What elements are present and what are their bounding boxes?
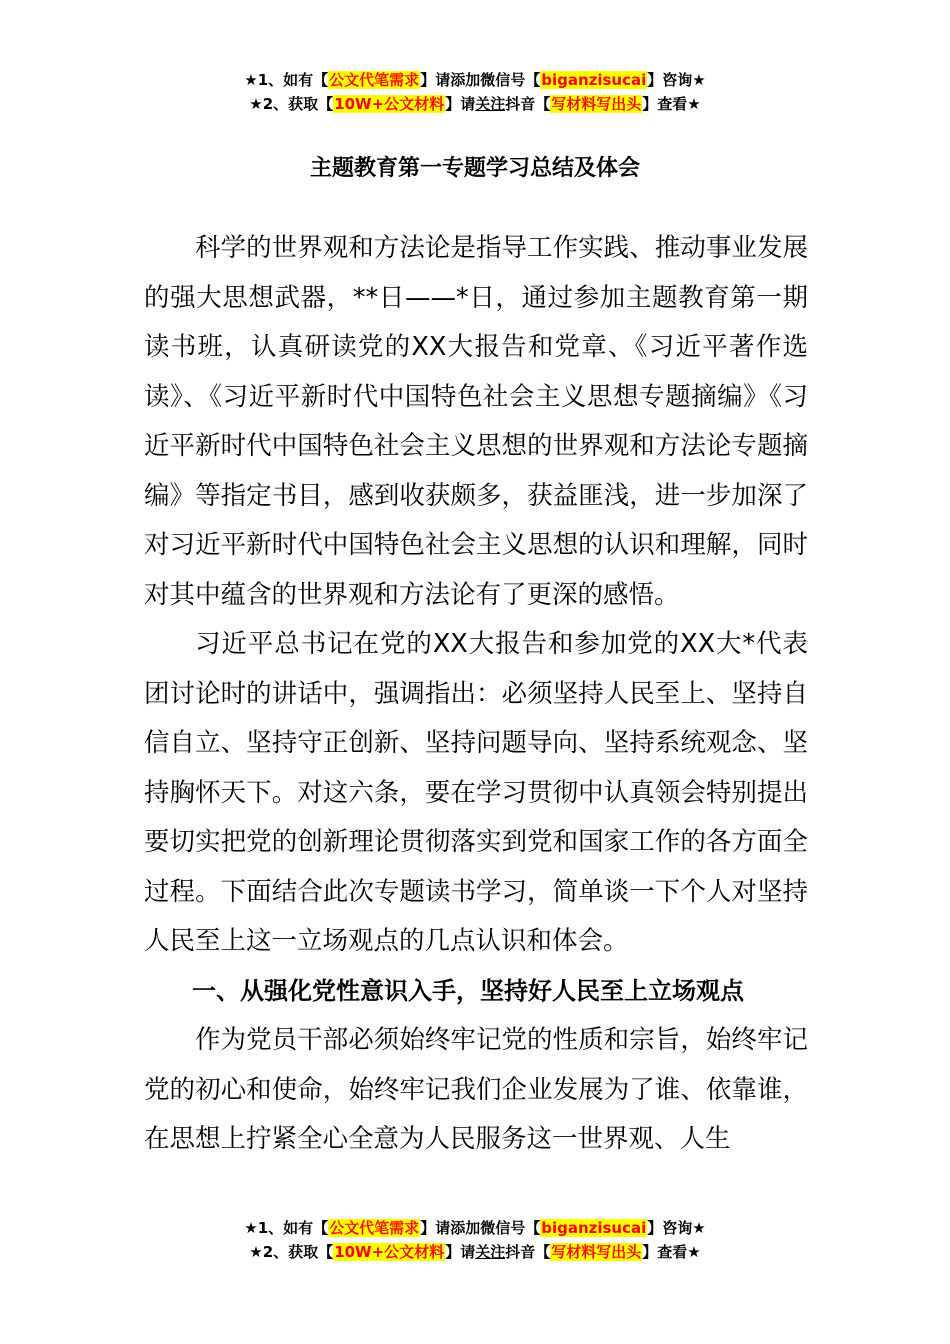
banner-text: ★2、获取【 xyxy=(249,95,334,113)
footer-banner-line-2 xyxy=(0,1240,950,1264)
banner-text: ★1、如有【 xyxy=(244,1219,329,1237)
banner-text: 】请添加微信号【 xyxy=(420,1219,541,1237)
banner-text: 抖音【 xyxy=(505,95,551,113)
body-paragraph-1: 科学的世界观和方法论是指导工作实践、推动事业发展的强大思想武器，**日——*日，通过参加主题教育第一期读书班，认真研读党的XX大报告和党章、《习近平著作选读》、《习近平新时代中国特色社会主义思想专题摘编》《习近平新时代中国特色社会主义思想的世界观和方法论专题摘编》等指定书目，感到收获颇多，获益匪浅，进一步加深了对习近平新时代中国特色社会主义思想的认识和理解，同时对其中蕴含的世界观和方法论有了更深的感悟。 xyxy=(144,233,808,610)
banner-highlight-douyin-account: 写材料写出头 xyxy=(551,1243,642,1261)
banner-text: 抖音【 xyxy=(505,1243,551,1261)
header-banner xyxy=(0,68,950,116)
banner-text: ★2、获取【 xyxy=(249,1243,334,1261)
banner-highlight-service: 公文代笔需求 xyxy=(329,71,420,89)
footer-banner xyxy=(0,1216,950,1264)
header-banner-line-2 xyxy=(0,92,950,116)
banner-underlined-follow: 关注 xyxy=(475,1243,506,1261)
banner-text: 】请添加微信号【 xyxy=(420,71,541,89)
banner-text: 】请 xyxy=(445,95,476,113)
banner-highlight-materials: 10W+公文材料 xyxy=(334,1243,445,1261)
banner-text: 】查看★ xyxy=(642,1243,701,1261)
section-heading-1: 一、从强化党性意识入手，坚持好人民至上立场观点 xyxy=(192,976,744,1005)
banner-highlight-materials: 10W+公文材料 xyxy=(334,95,445,113)
banner-text: ★1、如有【 xyxy=(244,71,329,89)
banner-highlight-wechat-id: biganzisucai xyxy=(541,71,647,89)
header-banner-line-1 xyxy=(0,68,950,92)
banner-highlight-wechat-id: biganzisucai xyxy=(541,1219,647,1237)
banner-highlight-service: 公文代笔需求 xyxy=(329,1219,420,1237)
body-paragraph-3: 作为党员干部必须始终牢记党的性质和宗旨，始终牢记党的初心和使命，始终牢记我们企业发展为了谁、依靠谁，在思想上拧紧全心全意为人民服务这一世界观、人生 xyxy=(144,1025,808,1154)
document-body xyxy=(144,224,808,1165)
banner-underlined-follow: 关注 xyxy=(475,95,506,113)
footer-banner-line-1 xyxy=(0,1216,950,1240)
document-title: 主题教育第一专题学习总结及体会 xyxy=(309,156,640,181)
banner-text: 】查看★ xyxy=(642,95,701,113)
banner-text: 】咨询★ xyxy=(647,71,706,89)
body-paragraph-2: 习近平总书记在党的XX大报告和参加党的XX大*代表团讨论时的讲话中，强调指出：必须坚持人民至上、坚持自信自立、坚持守正创新、坚持问题导向、坚持系统观念、坚持胸怀天下。对这六条，要在学习贯彻中认真领会特别提出要切实把党的创新理论贯彻落实到党和国家工作的各方面全过程。下面结合此次专题读书学习，简单谈一下个人对坚持人民至上这一立场观点的几点认识和体会。 xyxy=(144,629,808,956)
banner-text: 】请 xyxy=(445,1243,476,1261)
banner-text: 】咨询★ xyxy=(647,1219,706,1237)
banner-highlight-douyin-account: 写材料写出头 xyxy=(551,95,642,113)
